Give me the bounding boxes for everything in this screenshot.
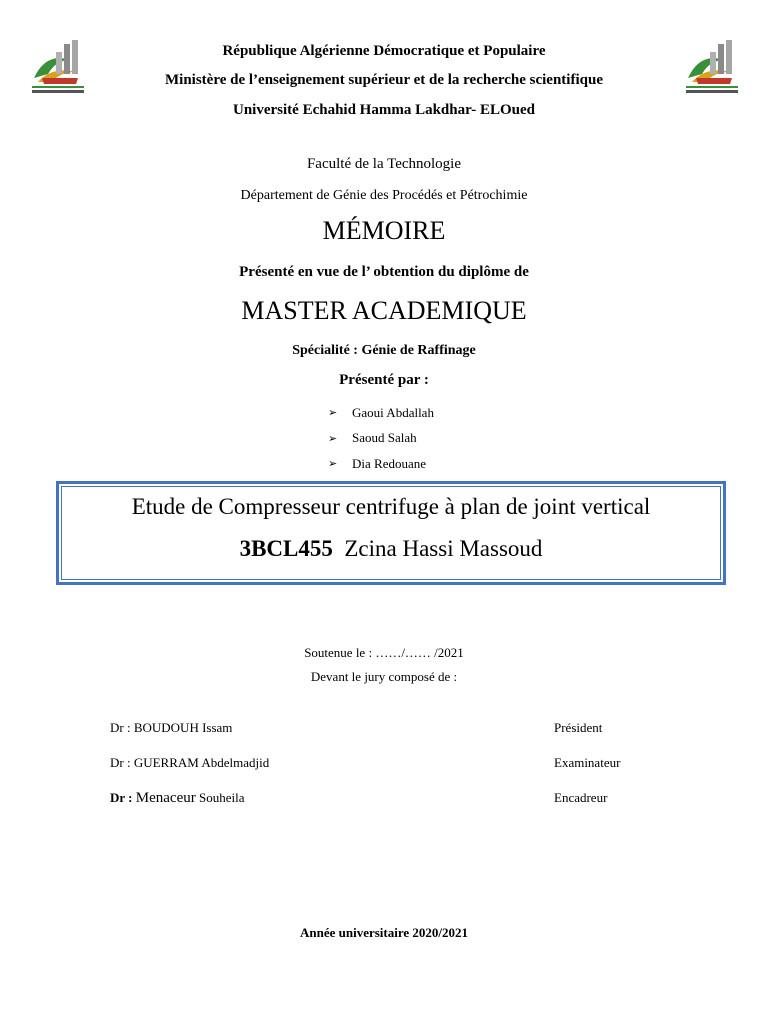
presented-for: Présenté en vue de l’ obtention du diplôme de <box>239 264 529 280</box>
jury-member-name: Dr : BOUDOUH Issam <box>110 720 233 735</box>
jury-member-name: Dr : GUERRAM Abdelmadjid <box>110 755 270 770</box>
thesis-title-line1: Etude de Compresseur centrifuge à plan de joint vertical <box>131 494 651 519</box>
academic-year: Année universitaire 2020/2021 <box>299 925 469 940</box>
degree-title: MASTER ACADEMIQUE <box>241 296 527 325</box>
jury-member-name <box>110 790 244 807</box>
faculty: Faculté de la Technologie <box>306 156 462 172</box>
header-ministry: Ministère de l’enseignement supérieur et de la recherche scientifique <box>165 72 603 88</box>
thesis-title-line2 <box>59 536 723 562</box>
jury-member-role: Président <box>554 720 603 735</box>
header-republic: République Algérienne Démocratique et Populaire <box>222 43 546 59</box>
jury-member-role: Examinateur <box>554 755 621 770</box>
jury-prefix: Dr : <box>110 790 136 805</box>
thesis-location: Zcina Hassi Massoud <box>344 536 543 561</box>
jury-member-role: Encadreur <box>554 790 608 805</box>
arrow-bullet-icon: ➢ <box>328 431 338 445</box>
author-list <box>328 400 434 477</box>
thesis-model-code: 3BCL455 <box>239 536 333 561</box>
defense-date: Soutenue le : ……/…… /2021 <box>304 645 464 660</box>
author-name: Saoud Salah <box>352 430 417 446</box>
arrow-bullet-icon: ➢ <box>328 457 338 471</box>
jury-surname: Menaceur <box>135 790 196 806</box>
author-name: Dia Redouane <box>352 455 427 471</box>
thesis-title-box <box>56 481 726 585</box>
specialty: Spécialité : Génie de Raffinage <box>292 343 476 358</box>
list-item <box>328 426 434 452</box>
presented-by: Présenté par : <box>339 372 429 388</box>
list-item <box>328 400 434 426</box>
jury-intro: Devant le jury composé de : <box>310 669 458 684</box>
author-name: Gaoui Abdallah <box>352 404 434 420</box>
department: Département de Génie des Procédés et Pétrochimie <box>240 188 528 203</box>
arrow-bullet-icon: ➢ <box>328 406 338 420</box>
memoire-title: MÉMOIRE <box>322 216 446 245</box>
header-university: Université Echahid Hamma Lakdhar- ELOued <box>233 102 535 118</box>
jury-firstname: Souheila <box>195 790 245 805</box>
list-item <box>328 451 434 477</box>
